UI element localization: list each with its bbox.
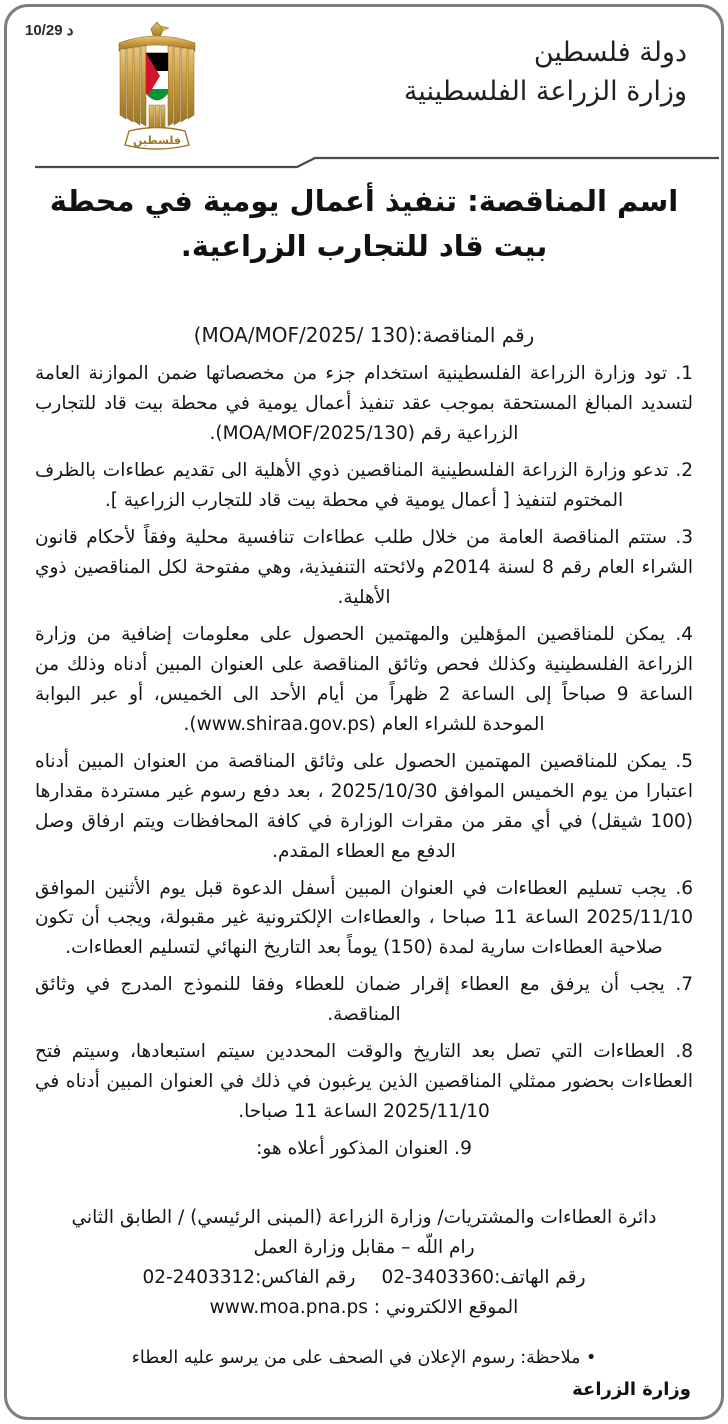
clause-item: 5. يمكن للمناقصين المهتمين الحصول على وثائق المناقصة من العنوان المبين أدناه اعتبارا من يوم الخميس الموافق 2025/10/30 ، بعد دفع رسوم غير مستردة مقدارها (100 شيقل) في أي مقر من مقرات الوزارة في كافة المحافظات ويتم ارفاق وصل الدفع مع العطاء المقدم. xyxy=(35,750,693,862)
clause-item: 8. العطاءات التي تصل بعد التاريخ والوقت المحددين سيتم استبعادها، وسيتم فتح العطاءات بحضور ممثلي المناقصين الذين يرغبون في ذلك في العنوان المبين أدناه في 2025/11/10 الساعة 11 صباحا. xyxy=(35,1041,693,1123)
signature-line: وزارة الزراعة xyxy=(572,1379,691,1400)
ministry-name: وزارة الزراعة الفلسطينية xyxy=(403,76,687,108)
document-header xyxy=(7,7,721,157)
tender-advertisement-frame xyxy=(4,4,724,1420)
clause-item: 4. يمكن للمناقصين المؤهلين والمهتمين الحصول على معلومات إضافية من وزارة الزراعة الفلسطينية وكذلك فحص وثائق المناقصة على العنوان المبين أدناه وذلك من الساعة 9 صباحاً إلى الساعة 2 ظهراً من أيام الأحد الى الخميس، أو عبر البوابة الموحدة للشراء العام (www.shiraa.gov.ps). xyxy=(35,623,693,735)
clause-item: 6. يجب تسليم العطاءات في العنوان المبين أسفل الدعوة قبل يوم الأثنين الموافق 2025/11/10 الساعة 11 صباحا ، والعطاءات الإلكترونية غير مقبولة، ويجب أن تكون صلاحية العطاءات سارية لمدة (150) يوماً بعد التاريخ النهائي لتسليم العطاءات. xyxy=(35,877,693,959)
address-location: رام اللّه – مقابل وزارة العمل xyxy=(253,1236,475,1258)
fax-value: 02-2403312 xyxy=(142,1266,256,1288)
contact-line xyxy=(41,1263,687,1293)
tender-number: رقم المناقصة:(MOA/MOF/2025/ 130) xyxy=(193,323,535,347)
state-name: دولة فلسطين xyxy=(533,37,687,68)
phone-label: رقم الهاتف: xyxy=(494,1266,586,1288)
clause-item: 2. تدعو وزارة الزراعة الفلسطينية المناقصين ذوي الأهلية الى تقديم عطاءات بالظرف المختوم لتنفيذ [ أعمال يومية في محطة بيت قاد للتجارب الزراعية ]. xyxy=(35,459,693,511)
corner-date-stamp: 10/29 د xyxy=(25,22,74,39)
clause-item: 9. العنوان المذكور أعلاه هو: xyxy=(256,1138,472,1160)
ministry-heading xyxy=(404,33,687,111)
clause-item: 1. تود وزارة الزراعة الفلسطينية استخدام جزء من مخصصاتها ضمن الموازنة العامة لتسديد المبالغ المستحقة بموجب عقد تنفيذ أعمال يومية في محطة بيت قاد للتجارب الزراعية رقم (130/MOA/MOF/2025). xyxy=(35,363,693,444)
address-block xyxy=(7,1203,721,1323)
website-line xyxy=(41,1293,687,1323)
address-department: دائرة العطاءات والمشتريات/ وزارة الزراعة (المبنى الرئيسي) / الطابق الثاني xyxy=(71,1207,657,1228)
svg-text:فلسطين: فلسطين xyxy=(133,134,181,147)
header-divider xyxy=(7,153,724,175)
website-label: الموقع الالكتروني : xyxy=(373,1296,519,1318)
clause-list xyxy=(35,359,693,1164)
fax-label: رقم الفاكس: xyxy=(255,1266,356,1288)
page-title: اسم المناقصة: تنفيذ أعمال يومية في محطة بيت قاد للتجارب الزراعية. xyxy=(49,184,679,263)
website-value[interactable]: www.moa.pna.ps xyxy=(209,1296,368,1318)
clause-item: 3. ستتم المناقصة العامة من خلال طلب عطاءات تنافسية محلية وفقاً لأحكام قانون الشراء العام رقم 8 لسنة 2014م ولائحته التنفيذية، وهي مفتوحة لكل المناقصين ذوي الأهلية. xyxy=(35,526,693,608)
clause-item: 7. يجب أن يرفق مع العطاء إقرار ضمان للعطاء وفقا للنموذج المدرج في وثائق المناقصة. xyxy=(35,974,693,1026)
phone-value: 02-3403360 xyxy=(381,1266,495,1288)
palestinian-eagle-emblem xyxy=(99,19,215,159)
footer-note: • ملاحظة: رسوم الإعلان في الصحف على من يرسو عليه العطاء xyxy=(131,1348,597,1368)
